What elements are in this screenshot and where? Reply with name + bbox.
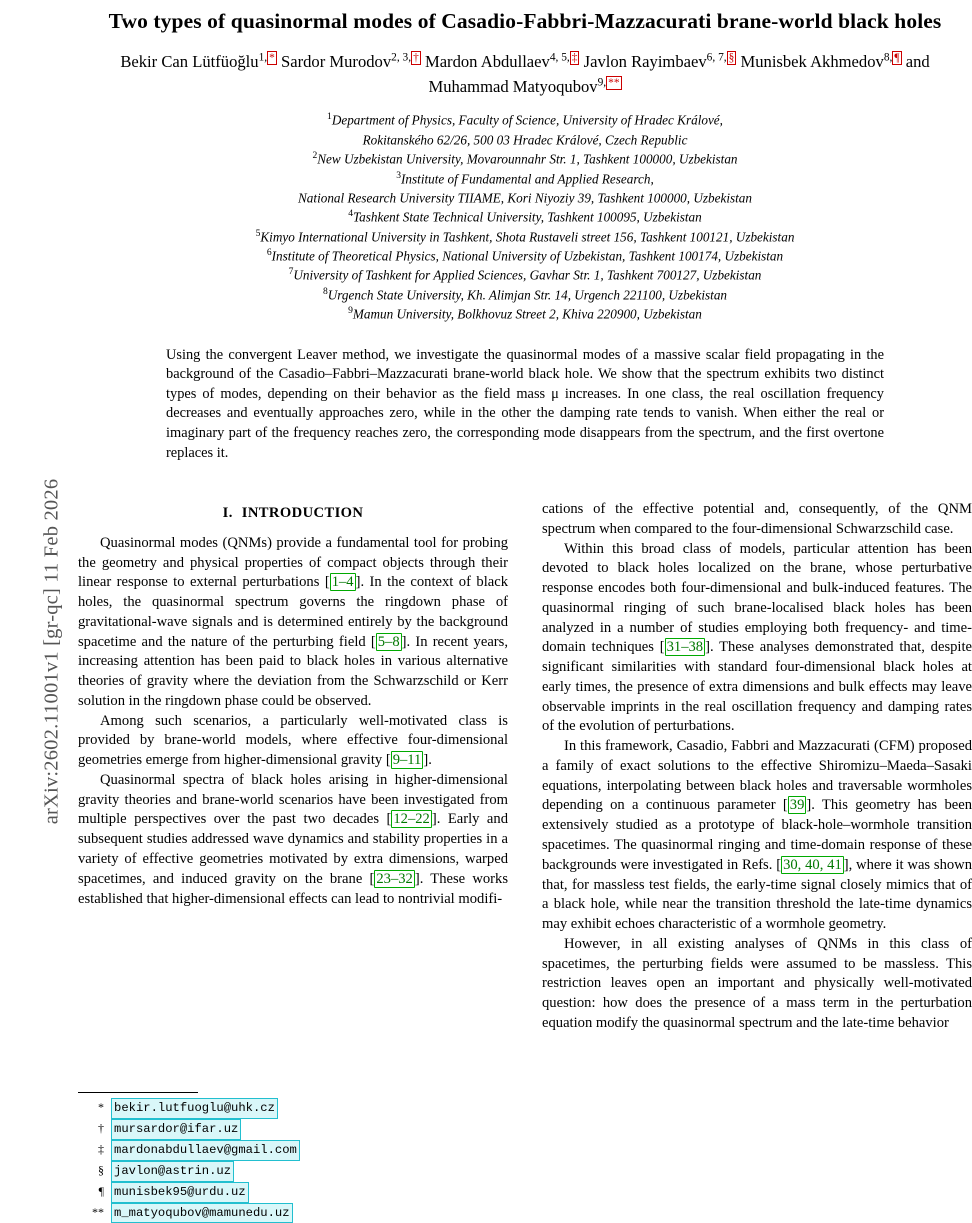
citation-ref[interactable]: 30, 40, 41 — [783, 856, 842, 873]
paragraph: Among such scenarios, a particularly well-motivated class is provided by brane-world models, where effective four-dimensional geometries emerge from higher-dimensional gravity [ 9–11 ]. — [78, 712, 508, 769]
author-name: Sardor Murodov — [280, 52, 392, 72]
section-title: INTRODUCTION — [241, 505, 364, 521]
footnote-marker[interactable]: § — [728, 51, 735, 64]
paper-content — [78, 0, 972, 1220]
footnote-symbol: † — [98, 1120, 104, 1135]
affiliation-index: 3 — [396, 169, 402, 181]
affiliation-index: 7 — [288, 266, 294, 278]
author-affil-ref: 8, — [883, 51, 893, 64]
author-entry — [425, 52, 580, 71]
footnote-marker[interactable]: ¶ — [894, 51, 900, 64]
affiliation-line — [126, 207, 924, 226]
email-link[interactable]: munisbek95@urdu.uz — [111, 1182, 249, 1203]
affiliation-text: Institute of Theoretical Physics, National University of Uzbekistan, Tashkent 100174, Uzbekistan — [271, 248, 784, 264]
affiliation-line — [126, 130, 924, 149]
author-affil-ref: 1, — [258, 51, 268, 64]
footnote-marker[interactable]: * — [269, 51, 275, 64]
footnote-marker[interactable]: † — [413, 51, 419, 64]
affiliation-line — [126, 246, 924, 265]
author-affil-ref: 4, 5, — [549, 51, 570, 64]
citation-ref[interactable]: 12–22 — [393, 811, 430, 828]
affiliation-text: New Uzbekistan University, Movarounnahr Str. 1, Tashkent 100000, Uzbekistan — [317, 151, 738, 167]
affiliation-index: 8 — [322, 285, 328, 297]
author-affil-ref: 9, — [597, 76, 607, 89]
footnote-symbol: * — [98, 1100, 104, 1114]
affiliation-text: Institute of Fundamental and Applied Research, — [401, 170, 654, 186]
email-link[interactable]: mursardor@ifar.uz — [111, 1119, 241, 1140]
affiliation-text: National Research University TIIAME, Kori Niyoziy 39, Tashkent 100000, Uzbekistan — [298, 190, 752, 206]
abstract-text: Using the convergent Leaver method, we investigate the quasinormal modes of a massive scalar field propagating in the background of the Casadio–Fabbri–Mazzacurati brane-world black hole. We show that the spectrum exhibits two distinct types of modes, depending on their behavior as the field mass μ increases. In one class, the real oscillation frequency decreases and eventually approaches zero, while in the other the damping rate tends to vanish. When either the real or imaginary part of the frequency reaches zero, the corresponding mode disappears from the spectrum, and the first overtone replaces it. — [166, 346, 884, 461]
footnote-marker[interactable]: ** — [608, 76, 620, 89]
affiliation-text: University of Tashkent for Applied Sciences, Gavhar Str. 1, Tashkent 700127, Uzbekistan — [293, 267, 762, 283]
arxiv-identifier-stamp: arXiv:2602.11001v1 [gr-qc] 11 Feb 2026 — [40, 478, 63, 825]
footnote-item — [78, 1203, 508, 1223]
affiliation-index: 9 — [348, 305, 353, 317]
affiliation-line — [126, 149, 924, 168]
author-name: Javlon Rayimbaev — [583, 52, 707, 72]
author-list — [78, 50, 972, 101]
body-columns — [78, 500, 972, 1034]
affiliation-line — [126, 304, 924, 323]
citation-ref[interactable]: 5–8 — [377, 633, 400, 650]
paragraph: However, in all existing analyses of QNMs in this class of spacetimes, the perturbing fields were assumed to be massless. This restriction leaves open an important and physically well-motivated question: how does the presence of a mass term in the perturbation equation modify the quasinormal spectrum and the late-time behavior — [542, 935, 972, 1031]
footnote-symbol: § — [98, 1162, 104, 1177]
email-link[interactable]: mardonabdullaev@gmail.com — [111, 1140, 300, 1161]
email-link[interactable]: bekir.lutfuoglu@uhk.cz — [111, 1098, 278, 1119]
author-affil-ref: 6, 7, — [706, 51, 727, 64]
affiliation-text: Mamun University, Bolkhovuz Street 2, Khiva 220900, Uzbekistan — [352, 306, 702, 322]
footnote-block — [78, 1098, 508, 1223]
section-heading — [78, 504, 508, 524]
author-affil-ref: 2, 3, — [391, 51, 412, 64]
affiliation-line — [126, 169, 924, 188]
footnote-item — [78, 1140, 508, 1161]
citation-ref[interactable]: 39 — [789, 797, 805, 814]
author-name: and Muhammad Matyoqubov — [428, 52, 930, 97]
affiliation-block — [78, 110, 972, 323]
section-number: I. — [222, 505, 233, 521]
affiliation-text: Urgench State University, Kh. Alimjan Str. 14, Urgench 221100, Uzbekistan — [327, 287, 728, 303]
paragraph: cations of the effective potential and, consequently, of the QNM spectrum when compared to the four-dimensional Schwarzschild case. — [542, 501, 972, 537]
paragraph: In this framework, Casadio, Fabbri and Mazzacurati (CFM) proposed a family of exact solutions to the effective Shiromizu–Maeda–Sasaki equations, interpolating between black holes and traversable wormholes depending on a continuous parameter [ 39 ]. This geometry has been extensively studied as a prototype of black-hole–wormhole transition spacetimes. The quasinormal ringing and time-domain response of these backgrounds were investigated in Refs. [ 30, 40, 41 ], where it was shown that, for massless test fields, the early-time signal closely mimics that of a black hole, while near the transition threshold the late-time dynamics may exhibit echoes characteristic of a wormhole geometry. — [542, 738, 972, 933]
citation-ref[interactable]: 1–4 — [331, 574, 354, 591]
citation-ref[interactable]: 31–38 — [666, 639, 704, 656]
email-link[interactable]: m_matyoqubov@mamunedu.uz — [111, 1203, 293, 1223]
citation-ref[interactable]: 23–32 — [376, 870, 413, 887]
footnote-symbol: ¶ — [98, 1183, 104, 1198]
affiliation-line — [126, 285, 924, 304]
affiliation-index: 1 — [327, 111, 332, 123]
footnote-item — [78, 1119, 508, 1140]
email-link[interactable]: javlon@astrin.uz — [111, 1161, 234, 1182]
affiliation-index: 2 — [312, 150, 318, 162]
citation-ref[interactable]: 9–11 — [392, 752, 422, 769]
affiliation-line — [126, 265, 924, 284]
column-right — [542, 500, 972, 1034]
author-entry — [740, 52, 901, 71]
affiliation-text: Department of Physics, Faculty of Science, University of Hradec Králové, — [331, 112, 723, 128]
footnote-divider — [78, 1092, 198, 1093]
footnote-symbol: ‡ — [98, 1141, 104, 1156]
paragraph: Within this broad class of models, particular attention has been devoted to black holes localized on the brane, whose perturbative response encodes both four-dimensional and bulk-induced features. The quasinormal ringing of such brane-localised black holes has been analyzed in a number of studies employing both frequency- and time-domain techniques [ 31–38 ]. These analyses demonstrated that, despite significant similarities with standard four-dimensional black holes at early times, the presence of extra dimensions and bulk effects may leave observable imprints in the real oscillation frequency and damping rates of the evolution of perturbations. — [542, 540, 972, 735]
column-left — [78, 500, 508, 1034]
footnote-marker[interactable]: ‡ — [571, 51, 578, 64]
affiliation-index: 5 — [255, 227, 261, 239]
affiliation-line — [126, 227, 924, 246]
author-name: Bekir Can Lütfüoğlu — [120, 52, 259, 72]
affiliation-line — [126, 188, 924, 207]
affiliation-text: Rokitanského 62/26, 500 03 Hradec Králové, Czech Republic — [362, 132, 688, 148]
affiliation-line — [126, 110, 924, 129]
page-title: Two types of quasinormal modes of Casadio-Fabbri-Mazzacurati brane-world black holes — [108, 9, 942, 33]
author-entry — [120, 52, 277, 71]
author-name: Mardon Abdullaev — [424, 52, 550, 72]
footnote-item — [78, 1098, 508, 1119]
affiliation-index: 6 — [266, 247, 272, 259]
affiliation-text: Kimyo International University in Tashkent, Shota Rustaveli street 156, Tashkent 100121, Uzbekistan — [260, 229, 795, 245]
author-entry — [281, 52, 421, 71]
footnote-item — [78, 1182, 508, 1203]
paragraph: Quasinormal modes (QNMs) provide a fundamental tool for probing the geometry and physical properties of compact objects through their linear response to external perturbations [ 1–4 ]. In the context of black holes, the quasinormal spectrum governs the ringdown phase of gravitational-wave signals and is determined entirely by the background spacetime and the nature of the perturbing field [ 5–8 ]. In recent years, increasing attention has been paid to black holes in various alternative theories of gravity where the deviation from the Schwarzschild or Kerr solution in the ringdown phase could be observed. — [78, 534, 508, 709]
footnote-symbol: ** — [92, 1204, 104, 1219]
author-name: Munisbek Akhmedov — [740, 52, 884, 72]
paragraph: Quasinormal spectra of black holes arising in higher-dimensional gravity theories and brane-world scenarios have been investigated from multiple perspectives over the past two decades [ 12–22 ]. Early and subsequent studies addressed wave dynamics and stability properties in a variety of effective geometries motivated by extra dimensions, warped spacetimes, and induced gravity on the brane [ 23–32 ]. These works established that higher-dimensional effects can lead to nontrivial modifi- — [78, 771, 508, 907]
author-entry — [584, 52, 737, 71]
footnote-item — [78, 1161, 508, 1182]
affiliation-text: Tashkent State Technical University, Tashkent 100095, Uzbekistan — [353, 209, 702, 225]
affiliation-index: 4 — [348, 208, 354, 220]
